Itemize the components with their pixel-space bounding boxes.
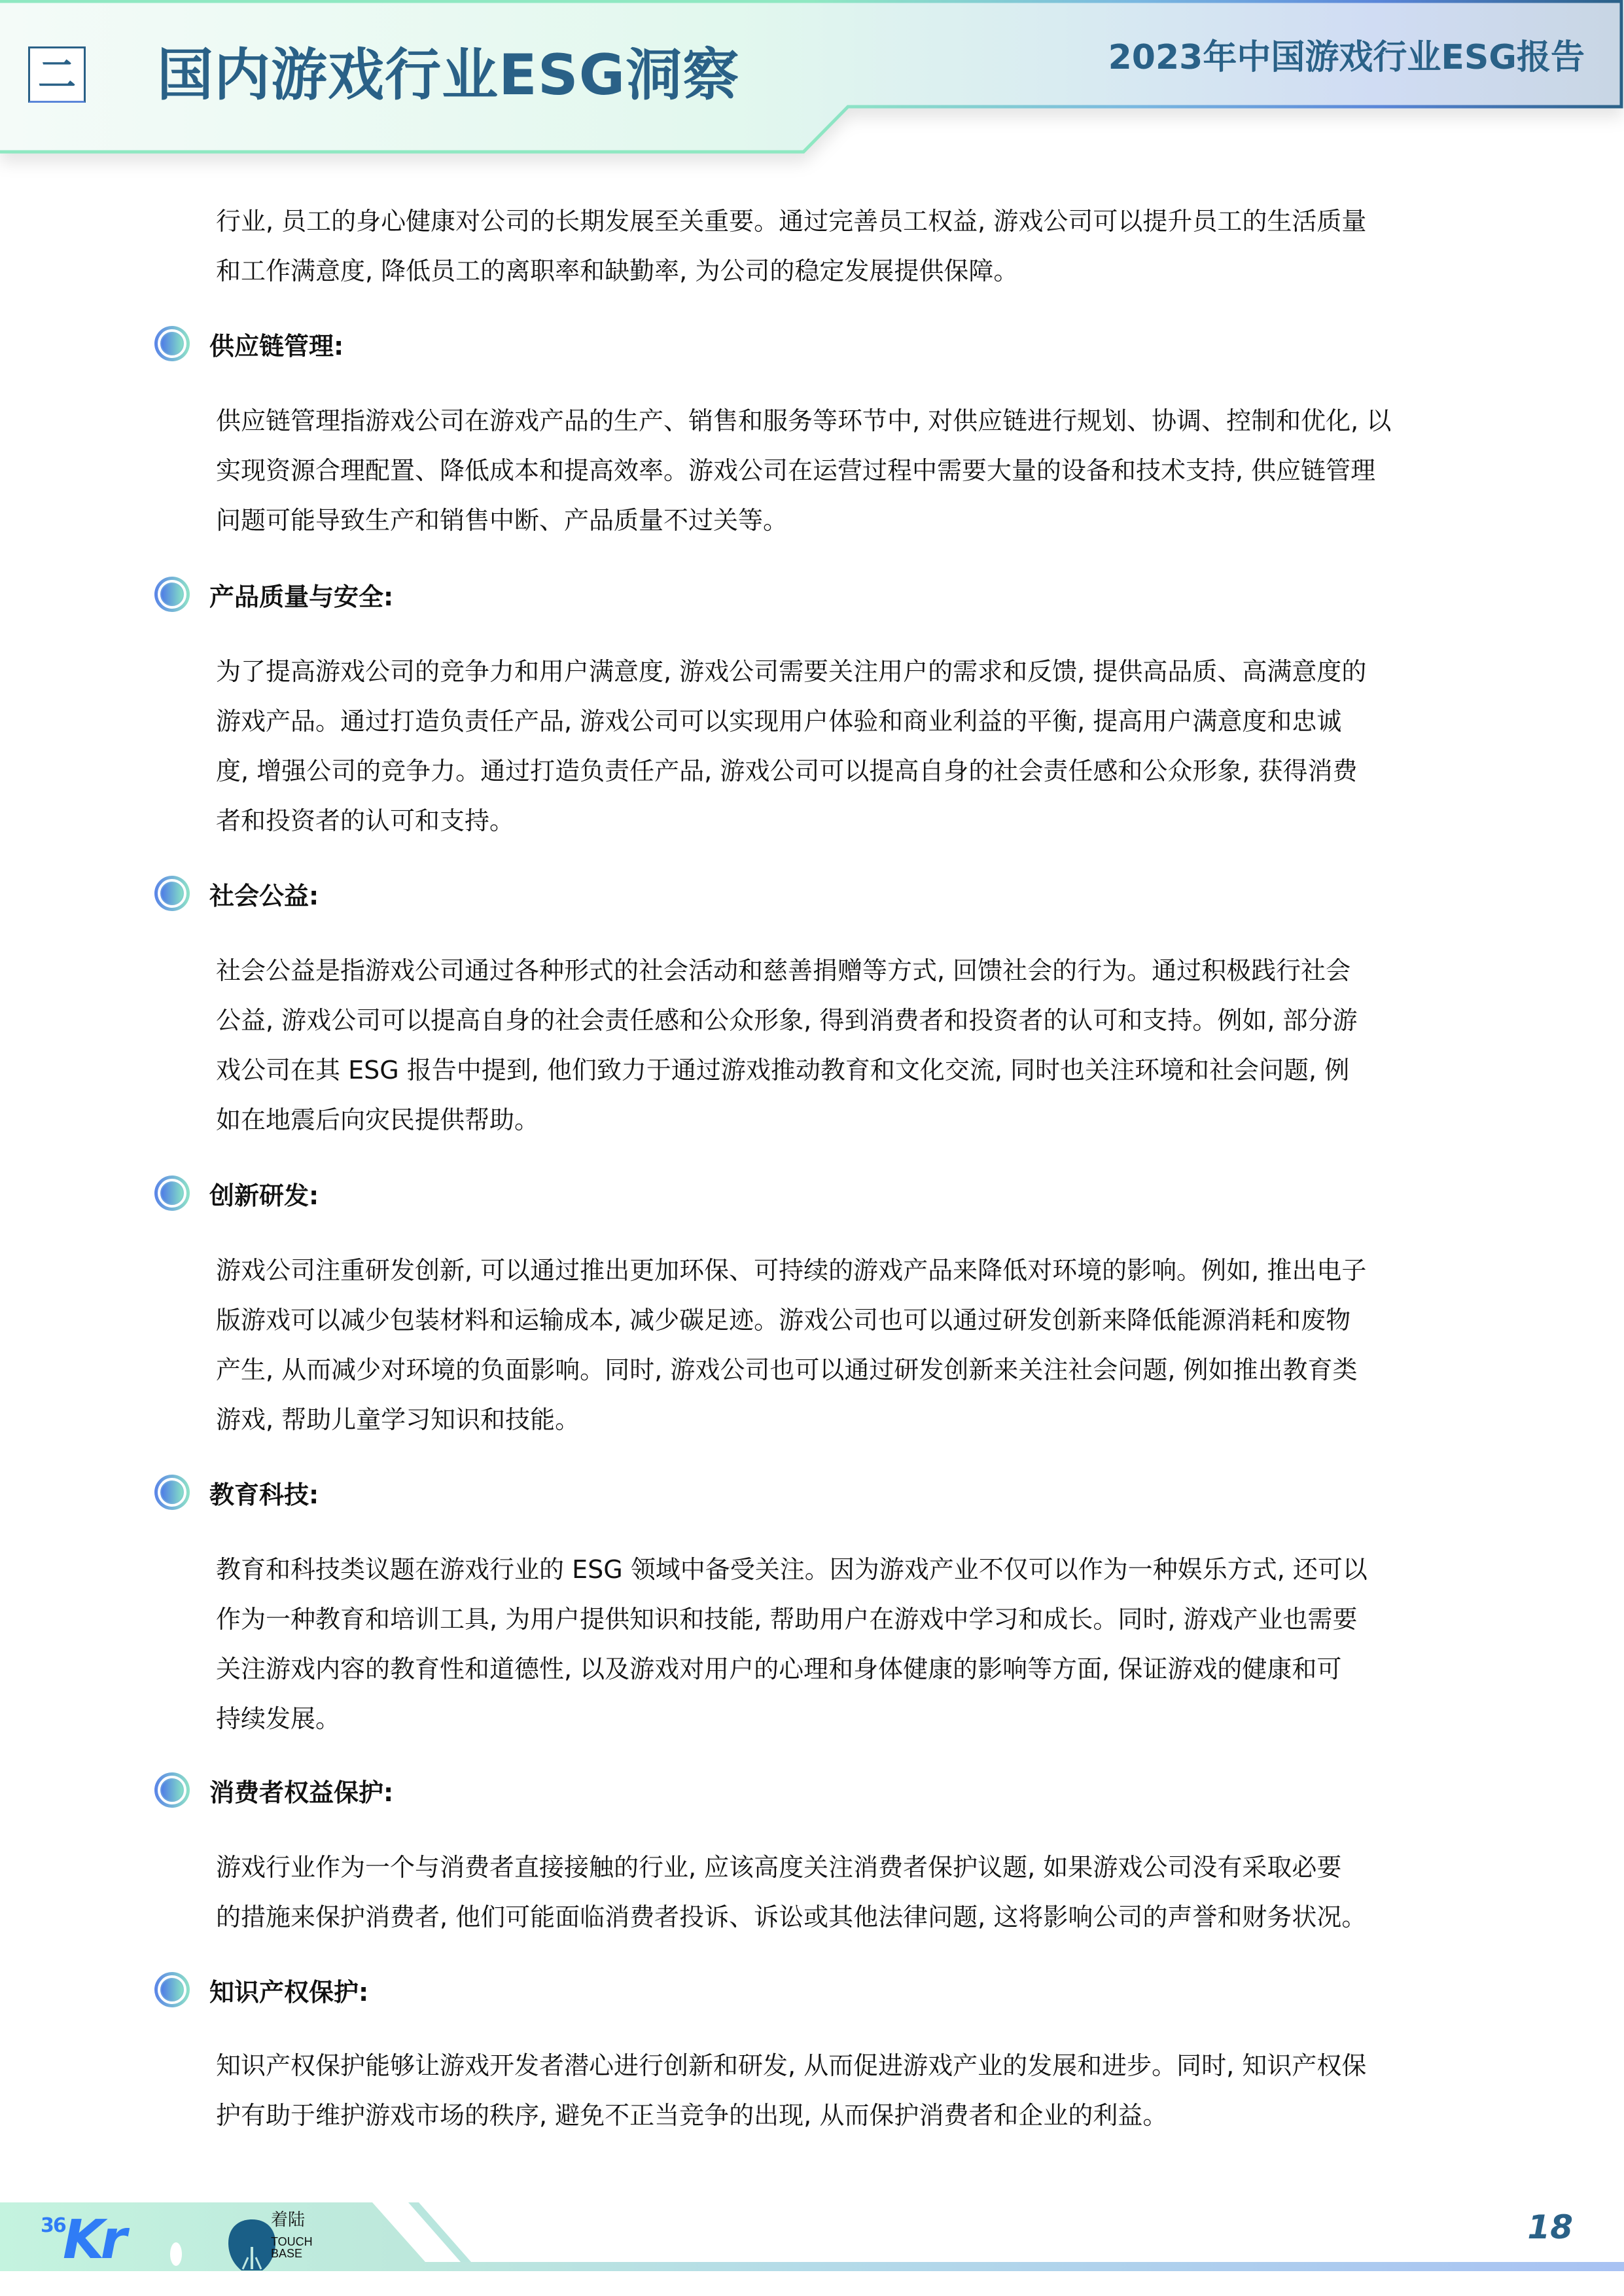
text-line: 产生, 从而减少对环境的负面影响。同时, 游戏公司也可以通过研发创新来关注社会问题, 例如推出教育类 bbox=[216, 1355, 1358, 1384]
chapter-number-box: 二 bbox=[28, 46, 86, 103]
text-line: 者和投资者的认可和支持。 bbox=[216, 806, 515, 835]
section-heading-social-welfare bbox=[154, 874, 319, 913]
page-footer bbox=[0, 2199, 1624, 2296]
touchbase-logo-en-line1: TOUCH bbox=[271, 2235, 313, 2248]
intro-paragraph bbox=[216, 196, 1472, 296]
text-line: 公益, 游戏公司可以提高自身的社会责任感和公众形象, 得到消费者和投资者的认可和支持。例如, 部分游 bbox=[216, 1006, 1358, 1035]
section-title: 教育科技: bbox=[209, 1480, 319, 1509]
section-title: 社会公益: bbox=[209, 881, 319, 910]
text-line: 和工作满意度, 降低员工的离职率和缺勤率, 为公司的稳定发展提供保障。 bbox=[216, 257, 1019, 285]
text-line: 的措施来保护消费者, 他们可能面临消费者投诉、诉讼或其他法律问题, 这将影响公司的声誉和财务状况。 bbox=[216, 1903, 1367, 1931]
section-title: 知识产权保护: bbox=[209, 1977, 369, 2007]
section-heading-supply-chain bbox=[154, 324, 344, 363]
touchbase-logo-cn: 着陆 bbox=[271, 2210, 306, 2230]
text-line: 如在地震后向灾民提供帮助。 bbox=[216, 1105, 540, 1134]
touchbase-logo-en-line2: BASE bbox=[271, 2247, 303, 2260]
chapter-title: 国内游戏行业ESG洞察 bbox=[157, 43, 740, 108]
text-line: 社会公益是指游戏公司通过各种形式的社会活动和慈善捐赠等方式, 回馈社会的行为。通过积极践行社会 bbox=[216, 956, 1351, 985]
section-title: 创新研发: bbox=[209, 1181, 319, 1210]
text-line: 度, 增强公司的竞争力。通过打造负责任产品, 游戏公司可以提高自身的社会责任感和公众形象, 获得消费 bbox=[216, 757, 1358, 785]
gradient-ring-bullet-icon bbox=[154, 326, 190, 361]
gradient-ring-bullet-icon bbox=[154, 577, 190, 612]
text-line: 游戏, 帮助儿童学习知识和技能。 bbox=[216, 1405, 580, 1434]
text-line: 关注游戏内容的教育性和道德性, 以及游戏对用户的心理和身体健康的影响等方面, 保证游戏的健康和可 bbox=[216, 1655, 1342, 1683]
text-line: 戏公司在其 ESG 报告中提到, 他们致力于通过游戏推动教育和文化交流, 同时也关注环境和社会问题, 例 bbox=[216, 1056, 1350, 1085]
gradient-ring-bullet-icon bbox=[154, 1972, 190, 2007]
page-header bbox=[0, 0, 1624, 170]
section-heading-edtech bbox=[154, 1473, 319, 1512]
section-title: 产品质量与安全: bbox=[209, 582, 394, 611]
gradient-ring-bullet-icon bbox=[154, 1475, 190, 1510]
text-line: 供应链管理指游戏公司在游戏产品的生产、销售和服务等环节中, 对供应链进行规划、协调、控制和优化, 以 bbox=[216, 406, 1392, 435]
text-line: 教育和科技类议题在游戏行业的 ESG 领域中备受关注。因为游戏产业不仅可以作为一种娱乐方式, 还可以 bbox=[216, 1555, 1368, 1584]
gradient-ring-bullet-icon bbox=[154, 1175, 190, 1211]
text-line: 版游戏可以减少包装材料和运输成本, 减少碳足迹。游戏公司也可以通过研发创新来降低能源消耗和废物 bbox=[216, 1306, 1351, 1335]
text-line: 持续发展。 bbox=[216, 1704, 341, 1733]
touchbase-logo-icon bbox=[226, 2219, 278, 2270]
section-heading-product-quality bbox=[154, 575, 393, 614]
text-line: 作为一种教育和培训工具, 为用户提供知识和技能, 帮助用户在游戏中学习和成长。同时, 游戏产业也需要 bbox=[216, 1605, 1358, 1634]
text-line: 为了提高游戏公司的竞争力和用户满意度, 游戏公司需要关注用户的需求和反馈, 提供高品质、高满意度的 bbox=[216, 657, 1367, 686]
section-heading-ip-protection bbox=[154, 1970, 368, 2009]
page-number: 18 bbox=[1527, 2208, 1573, 2246]
section-paragraph-social-welfare bbox=[216, 946, 1472, 1145]
text-line: 游戏产品。通过打造负责任产品, 游戏公司可以实现用户体验和商业利益的平衡, 提高用户满意度和忠诚 bbox=[216, 707, 1342, 736]
gradient-ring-bullet-icon bbox=[154, 876, 190, 911]
logo-36kr-text: Kr bbox=[63, 2209, 123, 2271]
logo-36kr-number: 36 bbox=[41, 2214, 65, 2237]
text-line: 行业, 员工的身心健康对公司的长期发展至关重要。通过完善员工权益, 游戏公司可以提升员工的生活质量 bbox=[216, 207, 1367, 236]
section-paragraph-consumer-protection bbox=[216, 1842, 1472, 1942]
text-line: 知识产权保护能够让游戏开发者潜心进行创新和研发, 从而促进游戏产业的发展和进步。同时, 知识产权保 bbox=[216, 2051, 1367, 2080]
section-paragraph-innovation-rd bbox=[216, 1246, 1472, 1444]
section-title: 消费者权益保护: bbox=[209, 1778, 394, 1807]
section-heading-consumer-protection bbox=[154, 1770, 393, 1810]
section-paragraph-product-quality bbox=[216, 647, 1472, 846]
report-title: 2023年中国游戏行业ESG报告 bbox=[1108, 38, 1585, 77]
section-paragraph-ip-protection bbox=[216, 2041, 1472, 2140]
text-line: 游戏公司注重研发创新, 可以通过推出更加环保、可持续的游戏产品来降低对环境的影响。例如, 推出电子 bbox=[216, 1256, 1367, 1285]
section-paragraph-edtech bbox=[216, 1545, 1472, 1744]
logo-36kr bbox=[41, 2209, 139, 2271]
text-line: 护有助于维护游戏市场的秩序, 避免不正当竞争的出现, 从而保护消费者和企业的利益。 bbox=[216, 2101, 1168, 2130]
text-line: 游戏行业作为一个与消费者直接接触的行业, 应该高度关注消费者保护议题, 如果游戏公司没有采取必要 bbox=[216, 1853, 1342, 1882]
gradient-ring-bullet-icon bbox=[154, 1772, 190, 1808]
section-title: 供应链管理: bbox=[209, 331, 344, 361]
text-line: 问题可能导致生产和销售中断、产品质量不过关等。 bbox=[216, 506, 788, 535]
logo-separator-dot bbox=[170, 2242, 182, 2266]
section-heading-innovation-rd bbox=[154, 1174, 319, 1213]
text-line: 实现资源合理配置、降低成本和提高效率。游戏公司在运营过程中需要大量的设备和技术支持, 供应链管理 bbox=[216, 456, 1376, 485]
section-paragraph-supply-chain bbox=[216, 396, 1472, 545]
